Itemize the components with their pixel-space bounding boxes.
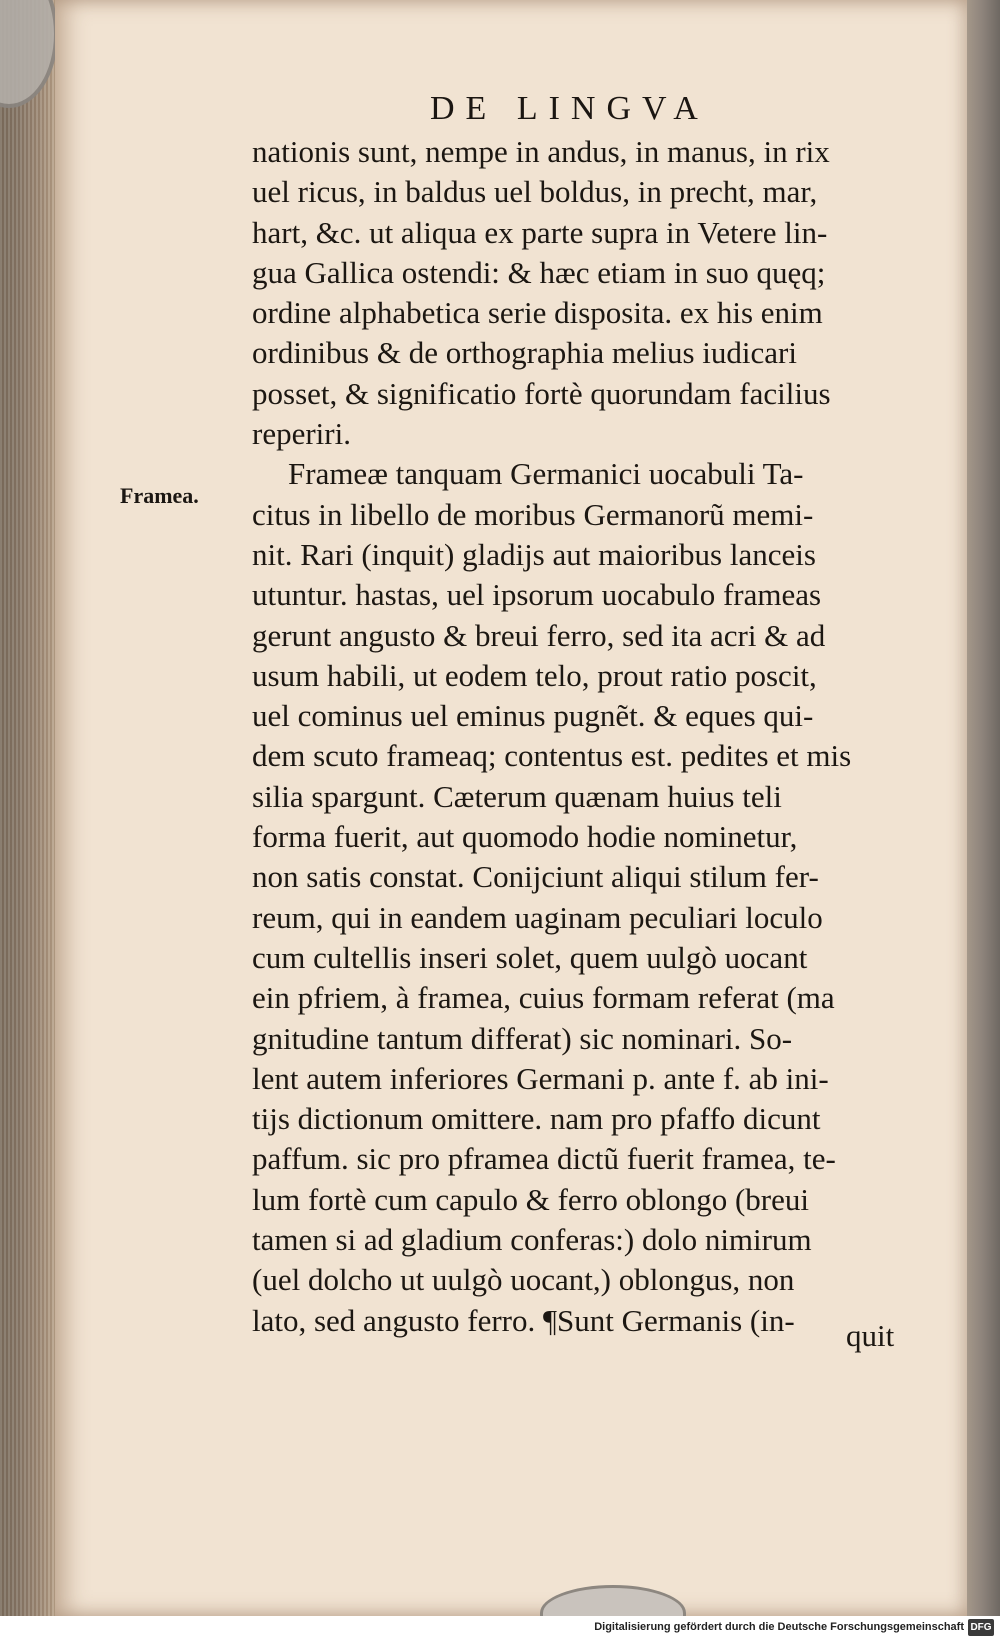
text-line: hart, &c. ut aliqua ex parte supra in Vetere lin-: [252, 214, 828, 250]
text-line: lato, sed angusto ferro. ¶Sunt Germanis (in-: [252, 1302, 795, 1338]
text-line: silia spargunt. Cæterum quænam huius teli: [252, 778, 782, 814]
text-line: lent autem inferiores Germani p. ante f. ab ini-: [252, 1060, 829, 1096]
body-text: [252, 132, 922, 1341]
text-line: dem scuto frameaq; contentus est. pedites et mis: [252, 738, 852, 774]
text-line: non satis constat. Conijciunt aliqui stilum fer-: [252, 859, 819, 895]
text-line: (uel dolcho ut uulgò uocant,) oblongus, non: [252, 1262, 795, 1298]
footer-credit: Digitalisierung gefördert durch die Deutsche Forschungsgemeinschaft: [594, 1621, 964, 1633]
text-line: paffum. sic pro pframea dictũ fuerit framea, te-: [252, 1141, 836, 1177]
text-line: reperiri.: [252, 416, 351, 452]
text-line: uel ricus, in baldus uel boldus, in precht, mar,: [252, 174, 818, 210]
running-head: DE LINGVA: [430, 90, 709, 127]
text-line: lum fortè cum capulo & ferro oblongo (breui: [252, 1181, 809, 1217]
text-line: nationis sunt, nempe in andus, in manus, in rix: [252, 134, 830, 169]
text-line: tamen si ad gladium conferas:) dolo nimirum: [252, 1222, 812, 1258]
text-line: reum, qui in eandem uaginam peculiari loculo: [252, 899, 823, 935]
text-line: gnitudine tantum differat) sic nominari. So-: [252, 1020, 793, 1056]
text-line: ein pfriem, à framea, cuius formam referat (ma: [252, 980, 835, 1016]
text-line: citus in libello de moribus Germanorũ memi-: [252, 496, 814, 532]
text-line: forma fuerit, aut quomodo hodie nominetur,: [252, 819, 798, 855]
page-stack-edge: [0, 0, 60, 1641]
text-line: utuntur. hastas, uel ipsorum uocabulo frameas: [252, 577, 822, 613]
text-line: Frameæ tanquam Germanici uocabuli Ta-: [288, 456, 804, 492]
text-line: nit. Rari (inquit) gladijs aut maioribus lanceis: [252, 536, 816, 572]
text-line: posset, & significatio fortè quorundam facilius: [252, 375, 831, 411]
text-line: gua Gallica ostendi: & hæc etiam in suo quęq;: [252, 254, 826, 290]
marginal-note: Framea.: [120, 483, 199, 508]
text-line: cum cultellis inseri solet, quem uulgò uocant: [252, 939, 808, 975]
text-line: ordinibus & de orthographia melius iudicari: [252, 335, 797, 371]
dfg-logo: DFG: [968, 1619, 994, 1636]
catchword: quit: [846, 1318, 895, 1353]
text-line: uel cominus uel eminus pugnẽt. & eques qui-: [252, 698, 814, 734]
text-line: tijs dictionum omittere. nam pro pfaffo dicunt: [252, 1101, 821, 1137]
text-line: usum habili, ut eodem telo, prout ratio poscit,: [252, 657, 817, 693]
text-line: gerunt angusto & breui ferro, sed ita acri & ad: [252, 617, 826, 653]
text-line: ordine alphabetica serie disposita. ex his enim: [252, 295, 823, 331]
